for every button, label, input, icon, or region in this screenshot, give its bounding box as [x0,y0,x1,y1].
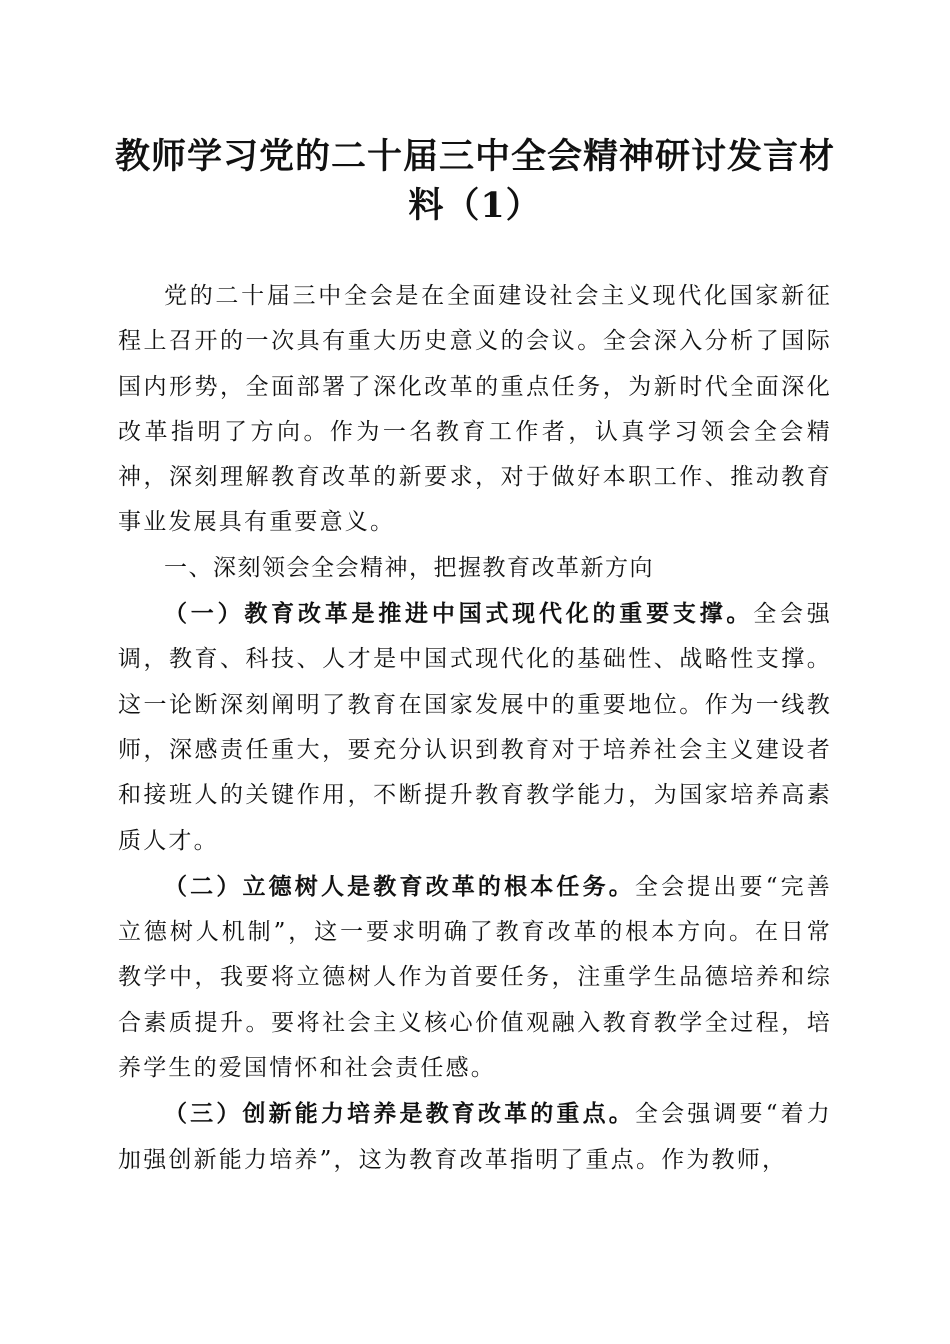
section-item-2 [118,864,832,1091]
section-item-1-lead: （一）教育改革是推进中国式现代化的重要支撑。 [164,600,754,628]
section-item-1 [118,591,832,864]
section-item-3-lead: （三）创新能力培养是教育改革的重点。 [164,1100,635,1128]
section-item-2-lead: （二）立德树人是教育改革的根本任务。 [164,872,635,900]
intro-paragraph: 党的二十届三中全会是在全面建设社会主义现代化国家新征程上召开的一次具有重大历史意义的会议。全会深入分析了国际国内形势，全面部署了深化改革的重点任务，为新时代全面深化改革指明了方向。作为一名教育工作者，认真学习领会全会精神，深刻理解教育改革的新要求，对于做好本职工作、推动教育事业发展具有重要意义。 [118,283,832,536]
document-title: 教师学习党的二十届三中全会精神研讨发言材料（1） [114,136,835,226]
section-item-3 [118,1091,832,1183]
document-body [118,274,832,1183]
section-item-1-text: 全会强调，教育、科技、人才是中国式现代化的基础性、战略性支撑。这一论断深刻阐明了教育在国家发展中的重要地位。作为一线教师，深感责任重大，要充分认识到教育对于培养社会主义建设者和接班人的关键作用，不断提升教育教学能力，为国家培养高素质人才。 [118,601,832,854]
section-item-2-text: 全会提出要“完善立德树人机制”，这一要求明确了教育改革的根本方向。在日常教学中，我要将立德树人作为首要任务，注重学生品德培养和综合素质提升。要将社会主义核心价值观融入教育教学全过程，培养学生的爱国情怀和社会责任感。 [118,873,832,1082]
section-item-3-text: 全会强调要“着力加强创新能力培养”，这为教育改革指明了重点。作为教师， [118,1101,832,1173]
section-heading: 一、深刻领会全会精神，把握教育改革新方向 [164,554,654,581]
